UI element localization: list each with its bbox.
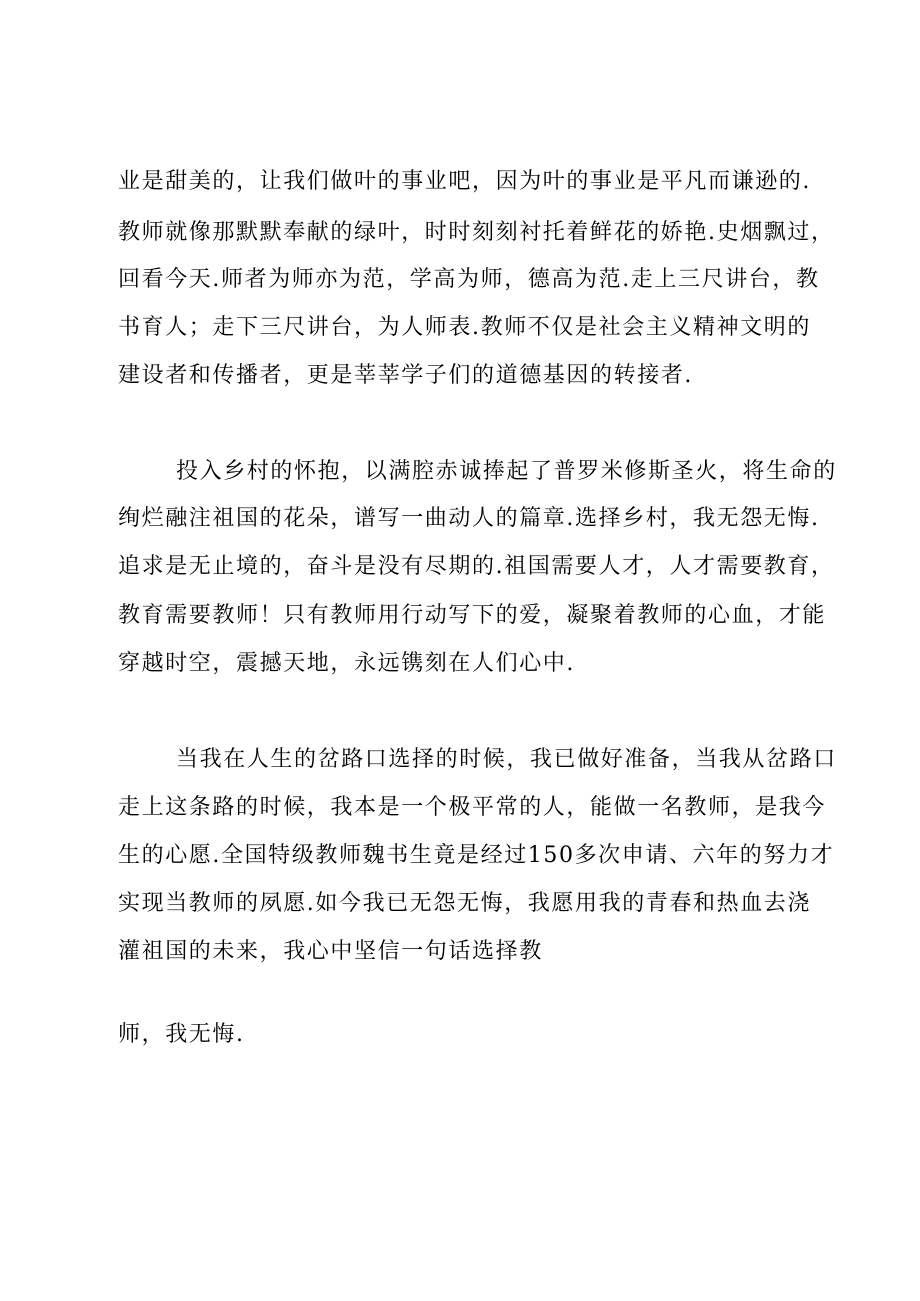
paragraph-2-line-1: 投入乡村的怀抱，以满腔赤诚捧起了普罗米修斯圣火，将生命的: [176, 459, 837, 484]
paragraph-3-line-5: 灌祖国的未来，我心中坚信一句话选择教: [118, 939, 543, 964]
paragraph-2-line-2: 绚烂融注祖国的花朵，谱写一曲动人的篇章.选择乡村，我无怨无悔.: [118, 506, 820, 531]
paragraph-2-line-4: 教育需要教师！只有教师用行动写下的爱，凝聚着教师的心血，才能: [118, 603, 827, 628]
paragraph-2-line-3: 追求是无止境的，奋斗是没有尽期的.祖国需要人才，人才需要教育，: [118, 554, 835, 579]
paragraph-2-line-5: 穿越时空，震撼天地，永远镌刻在人们心中.: [118, 651, 575, 676]
paragraph-1-line-1: 业是甜美的，让我们做叶的事业吧，因为叶的事业是平凡而谦逊的.: [118, 169, 811, 194]
paragraph-3-line-3: 生的心愿.全国特级教师魏书生竟是经过150多次申请、六年的努力才: [118, 843, 835, 868]
paragraph-3-line-2: 走上这条路的时候，我本是一个极平常的人，能做一名教师，是我今: [118, 795, 827, 820]
paragraph-1-line-4: 书育人；走下三尺讲台，为人师表.教师不仅是社会主义精神文明的: [118, 315, 811, 340]
paragraph-3-line-1: 当我在人生的岔路口选择的时候，我已做好准备，当我从岔路口: [176, 747, 837, 772]
paragraph-4-line-1: 师，我无悔.: [118, 1022, 245, 1047]
paragraph-1-line-3: 回看今天.师者为师亦为范，学高为师，德高为范.走上三尺讲台，教: [118, 267, 820, 292]
paragraph-1-line-5: 建设者和传播者，更是莘莘学子们的道德基因的转接者.: [118, 363, 693, 388]
paragraph-1-line-2: 教师就像那默默奉献的绿叶，时时刻刻衬托着鲜花的娇艳.史烟飘过，: [118, 220, 835, 245]
paragraph-3-line-4: 实现当教师的夙愿.如今我已无怨无悔，我愿用我的青春和热血去浇: [118, 891, 811, 916]
